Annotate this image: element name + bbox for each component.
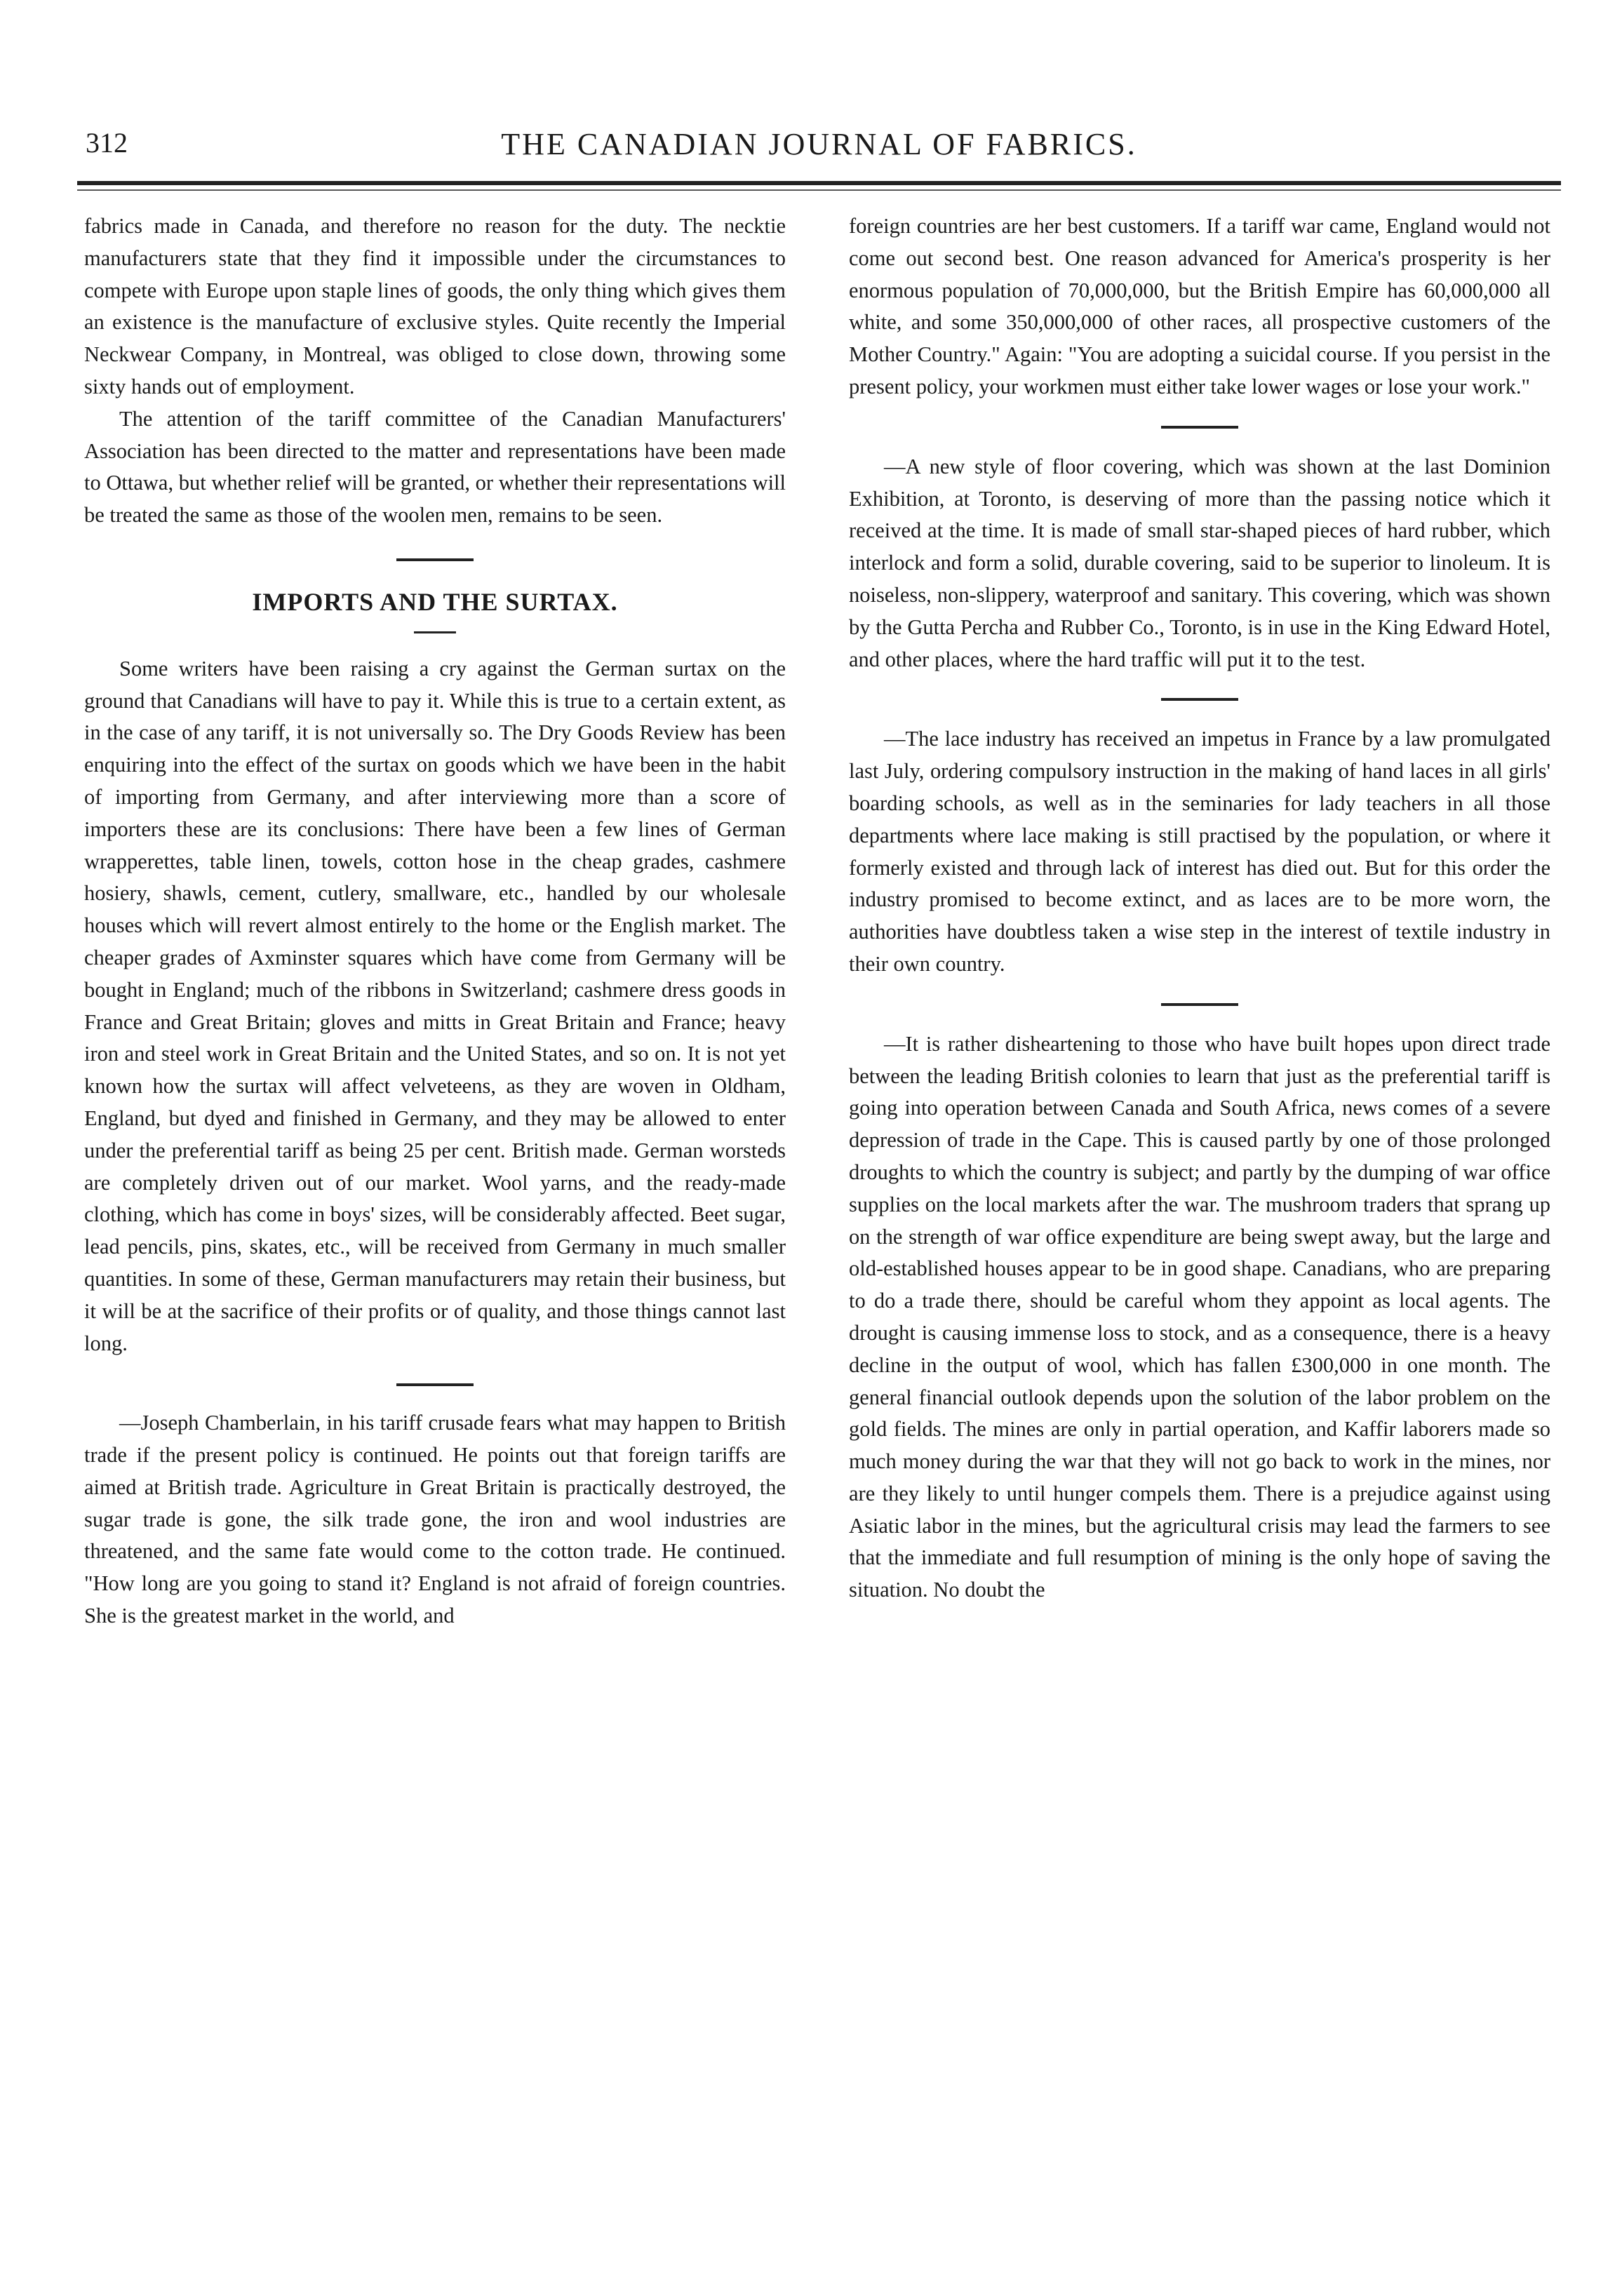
left-paragraph-1: fabrics made in Canada, and therefore no reason for the duty. The necktie manufacturers state that they find it impossible under the circumstances to compete with Europe upon staple lines of goods, the only thing which gives them an existence is the manufacture of exclusive styles. Quite recently the Imperial Neckwear Company, in Montreal, was obliged to close down, throwing some sixty hands out of employment. — [84, 214, 786, 398]
page-header — [77, 126, 1561, 168]
right-paragraph-3: —The lace industry has received an impetus in France by a law promulgated last July, ordering compulsory instruction in the making of hand laces in all girls' boarding schools, as well as in the seminaries for lady teachers in all those departments where lace making is still practised by the population, or where it formerly existed and through lack of interest has died out. But for this order the industry promised to become extinct, and as laces are to be more worn, the authorities have doubtless taken a wise step in the interest of textile industry in their own country. — [849, 727, 1550, 976]
left-paragraph-3: Some writers have been raising a cry against the German surtax on the ground that Canadians will have to pay it. While this is true to a certain extent, as in the case of any tariff, it is not universally so. The Dry Goods Review has been enquiring into the effect of the surtax on goods which we have been in the habit of importing from Germany, and after interviewing more than a score of importers these are its conclusions: There have been a few lines of German wrapperettes, table linen, towels, cotton hose in the cheap grades, cashmere hosiery, shawls, cement, cutlery, smallware, etc., handled by our wholesale houses which will revert almost entirely to the home or the English market. The cheaper grades of Axminster squares which have come from Germany will be bought in England; much of the ribbons in Switzerland; cashmere dress goods in France and Great Britain; gloves and mitts in Great Britain and France; heavy iron and steel work in Great Britain and the United States, and so on. It is not yet known how the surtax will affect velveteens, as they are woven in Oldham, England, but dyed and finished in Germany, and they may be allowed to enter under the preferential tariff as being 25 per cent. British made. German worsteds are completely driven out of our market. Wool yarns, and the ready-made clothing, which has come in boys' sizes, will be considerably affected. Beet sugar, lead pencils, pins, skates, etc., will be received from Germany in much smaller quantities. In some of these, German manufacturers may retain their business, but it will be at the sacrifice of their profits or of quality, and those things cannot last long. — [84, 656, 786, 1355]
right-paragraph-4: —It is rather disheartening to those who have built hopes upon direct trade between the leading British colonies to learn that just as the preferential tariff is going into operation between Canada and South Africa, news comes of a severe depression of trade in the Cape. This is caused partly by one of those prolonged droughts to which the country is subject; and partly by the dumping of war office supplies on the local markets after the war. The mushroom traders that sprang up on the strength of war office expenditure are being swept away, but the large and old-established houses appear to be in good shape. Canadians, who are preparing to do a trade there, should be careful whom they appoint as local agents. The drought is causing immense loss to stock, and as a consequence, there is a heavy decline in the output of wool, which has fallen £300,000 in one month. The general financial outlook depends upon the solution of the labor problem on the gold fields. The mines are only in partial operation, and Kaffir laborers made so much money during the war that they will not go back to work in the mines, nor are they likely to until hunger compels them. There is a prejudice against using Asiatic labor in the mines, but the agricultural crisis may lead the farmers to see that the immediate and full resumption of mining is the only hope of saving the situation. No doubt the — [849, 1031, 1550, 1602]
journal-title: THE CANADIAN JOURNAL OF FABRICS. — [501, 127, 1137, 161]
left-column — [84, 210, 786, 1632]
section-heading: IMPORTS AND THE SURTAX. — [252, 587, 618, 616]
left-paragraph-4: —Joseph Chamberlain, in his tariff crusade fears what may happen to British trade if the present policy is continued. He points out that foreign tariffs are aimed at British trade. Agriculture in Great Britain is practically destroyed, the sugar trade is gone, the silk trade gone, the iron and wool industries are threatened, and the same fate would come to the cotton trade. He continued. "How long are you going to stand it? England is not afraid of foreign countries. She is the greatest market in the world, and — [84, 1411, 786, 1628]
right-paragraph-2: —A new style of floor covering, which was shown at the last Dominion Exhibition, at Toronto, is deserving of more than the passing notice which it received at the time. It is made of small star-shaped pieces of hard rubber, which interlock and form a solid, durable covering, said to be superior to linoleum. It is noiseless, non-slippery, waterproof and sanitary. This covering, which was shown by the Gutta Percha and Rubber Co., Toronto, is in use in the King Edward Hotel, and other places, where the hard traffic will put it to the test. — [849, 454, 1550, 671]
header-rule — [77, 181, 1561, 185]
right-paragraph-1: foreign countries are her best customers. If a tariff war came, England would not come out second best. One reason advanced for America's prosperity is her enormous population of 70,000,000, but the British Empire has 60,000,000 all white, and some 350,000,000 of other races, all prospective customers of the Mother Country." Again: "You are adopting a suicidal course. If you persist in the present policy, your workmen must either take lower wages or lose your work." — [849, 214, 1550, 398]
right-column — [849, 210, 1550, 1606]
header-rule-thin — [77, 189, 1561, 191]
page-number: 312 — [86, 127, 128, 159]
left-paragraph-2: The attention of the tariff committee of the Canadian Manufacturers' Association has been directed to the matter and representations have been made to Ottawa, but whether relief will be granted, or whether their representations will be treated the same as those of the woolen men, remains to be seen. — [84, 406, 786, 528]
